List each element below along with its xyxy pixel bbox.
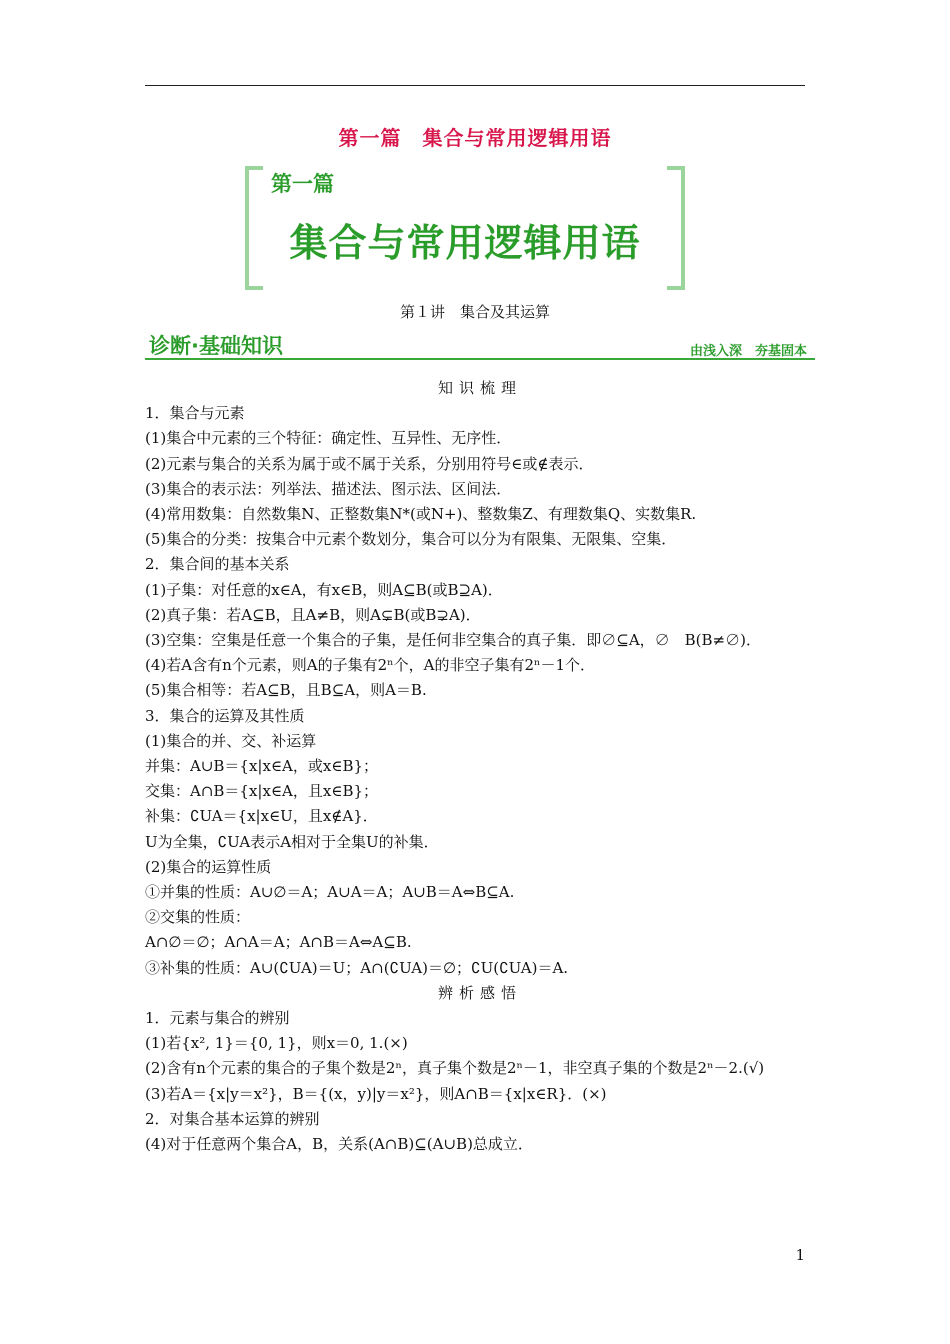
text-line: (1)若{x², 1}＝{0, 1}，则x＝0, 1.(×) [145, 1034, 408, 1053]
text-line: (1)子集：对任意的x∈A，有x∈B，则A⊆B(或B⊇A)． [145, 580, 503, 599]
text-line: (4)若A含有n个元素，则A的子集有2ⁿ个，A的非空子集有2ⁿ－1个． [145, 656, 596, 675]
text-line: ③补集的性质：A∪(∁UA)＝U；A∩(∁UA)＝∅；∁U(∁UA)＝A. [145, 958, 569, 977]
text-line: (1)集合中元素的三个特征：确定性、互异性、无序性． [145, 429, 512, 448]
section-bar [145, 330, 815, 360]
content-body [145, 376, 815, 1157]
text-line: A∩∅＝∅；A∩A＝A；A∩B＝A⇔A⊆B. [145, 933, 412, 952]
text-line: (5)集合的分类：按集合中元素个数划分，集合可以分为有限集、无限集、空集． [145, 530, 677, 549]
banner-title: 集合与常用逻辑用语 [289, 221, 641, 265]
page-title: 第一篇 集合与常用逻辑用语 [338, 126, 612, 150]
text-line: (2)含有n个元素的集合的子集个数是2ⁿ，真子集个数是2ⁿ－1，非空真子集的个数是2ⁿ－2.(√) [145, 1059, 765, 1078]
text-line: (4)对于任意两个集合A，B，关系(A∩B)⊆(A∪B)总成立． [145, 1135, 533, 1154]
text-line: (5)集合相等：若A⊆B，且B⊆A，则A＝B. [145, 681, 427, 700]
top-rule [145, 85, 805, 86]
text-line: 交集：A∩B＝{x|x∈A，且x∈B}； [145, 782, 379, 801]
text-line: (1)集合的并、交、补运算 [145, 731, 317, 750]
text-line: (4)常用数集：自然数集N、正整数集N*(或N+)、整数集Z、有理数集Q、实数集R. [145, 505, 697, 524]
subheading-analysis: 辨析感悟 [437, 983, 522, 1002]
text-line: 并集：A∪B＝{x|x∈A，或x∈B}； [145, 757, 379, 776]
section-title: 诊断·基础知识 [149, 334, 283, 358]
text-line: (2)集合的运算性质 [145, 857, 272, 876]
banner-part-label: 第一篇 [271, 172, 334, 196]
text-line: 1．元素与集合的辨别 [145, 1009, 290, 1028]
text-line: 2．对集合基本运算的辨别 [145, 1109, 320, 1128]
text-line: (3)若A＝{x|y＝x²}，B＝{(x，y)|y＝x²}，则A∩B＝{x|x∈R}．(×) [145, 1084, 607, 1103]
text-line: 补集：∁UA＝{x|x∈U，且x∉A}． [145, 807, 378, 826]
text-line: U为全集，∁UA表示A相对于全集U的补集． [145, 832, 439, 851]
chapter-banner [245, 166, 685, 286]
text-line: ①并集的性质：A∪∅＝A；A∪A＝A；A∪B＝A⇔B⊆A. [145, 883, 515, 902]
page-number: 1 [795, 1246, 805, 1264]
text-line: 3．集合的运算及其性质 [145, 706, 305, 725]
text-line: (2)元素与集合的关系为属于或不属于关系，分别用符号∈或∉表示． [145, 454, 594, 473]
section-subtitle: 由浅入深 夯基固本 [689, 344, 807, 359]
lecture-title: 第１讲 集合及其运算 [399, 303, 550, 321]
text-line: 1．集合与元素 [145, 404, 245, 423]
text-line: ②交集的性质： [145, 908, 251, 927]
subheading-knowledge: 知识梳理 [437, 379, 522, 397]
text-line: 2．集合间的基本关系 [145, 555, 290, 574]
text-line: (3)集合的表示法：列举法、描述法、图示法、区间法． [145, 479, 512, 498]
text-line: (2)真子集：若A⊆B，且A≠B，则A⊊B(或B⊋A)． [145, 605, 481, 624]
text-line: (3)空集：空集是任意一个集合的子集，是任何非空集合的真子集．即∅⊆A，∅ B(B≠∅)． [145, 631, 761, 650]
